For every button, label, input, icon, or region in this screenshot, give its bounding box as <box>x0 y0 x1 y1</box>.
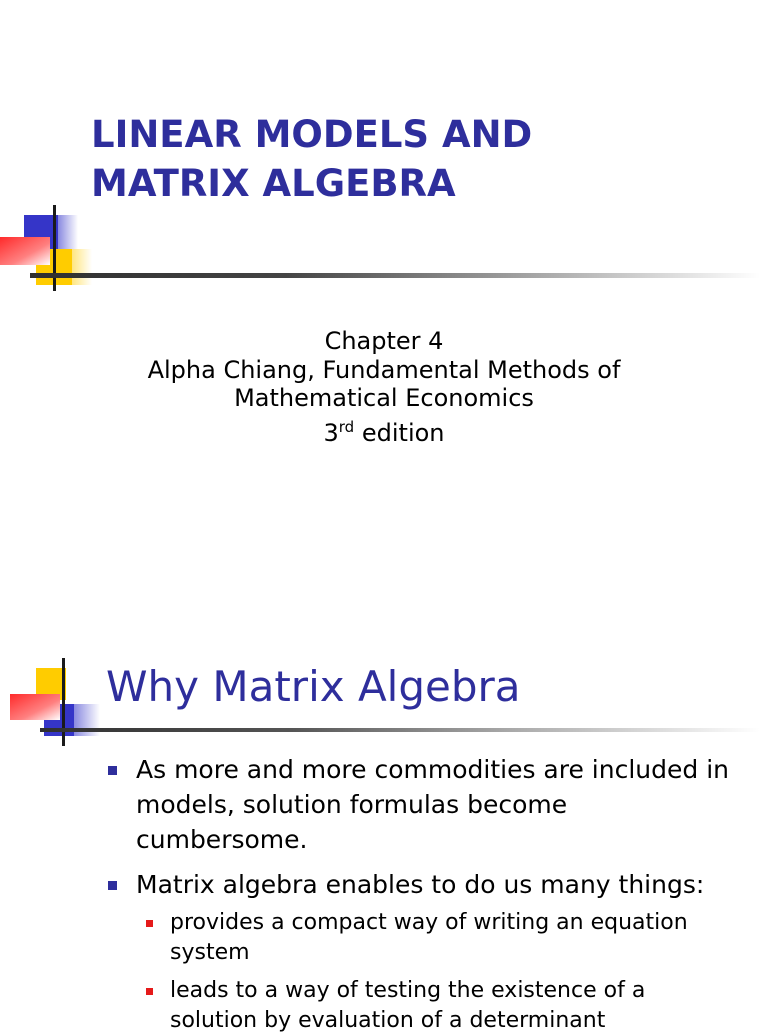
edition-word: edition <box>361 419 445 447</box>
slide-title: Why Matrix Algebra <box>106 662 521 711</box>
bullet-text: Matrix algebra enables to do us many things: <box>136 870 705 899</box>
bullet-item <box>108 752 738 857</box>
edition-number: 3 <box>323 419 339 447</box>
title-line-1: LINEAR MODELS AND <box>91 113 533 156</box>
title-line-2: MATRIX ALGEBRA <box>91 162 456 205</box>
corner-decoration <box>0 205 100 295</box>
blue-square-fade <box>58 215 78 249</box>
sub-bullet-text: provides a compact way of writing an equation system <box>170 910 688 965</box>
vertical-line <box>62 658 65 746</box>
title-underline <box>40 728 760 732</box>
corner-decoration <box>0 658 110 750</box>
author-book-line: Alpha Chiang, Fundamental Methods of <box>147 356 621 384</box>
slide-title <box>91 110 731 208</box>
slide-subtitle <box>0 326 768 448</box>
yellow-square-fade <box>72 249 92 285</box>
square-bullet-icon <box>108 881 117 890</box>
chapter-label: Chapter 4 <box>324 327 444 355</box>
red-bar <box>0 237 50 265</box>
square-bullet-icon <box>108 766 117 775</box>
edition-ordinal-suffix: rd <box>338 418 355 436</box>
content-slide <box>0 620 768 1033</box>
vertical-line <box>53 205 56 291</box>
title-underline <box>30 273 760 278</box>
book-title-line: Mathematical Economics <box>234 384 534 412</box>
square-bullet-icon <box>146 920 153 927</box>
red-bar <box>10 694 60 720</box>
square-bullet-icon <box>146 988 153 995</box>
sub-bullet-item <box>146 976 736 1036</box>
bullet-item <box>108 867 738 902</box>
bullet-text: As more and more commodities are included in models, solution formulas become cumbersome. <box>136 755 729 854</box>
edition-line <box>0 418 768 448</box>
sub-bullet-item <box>146 908 736 968</box>
sub-bullet-text: leads to a way of testing the existence of a solution by evaluation of a determinant <box>170 978 646 1033</box>
